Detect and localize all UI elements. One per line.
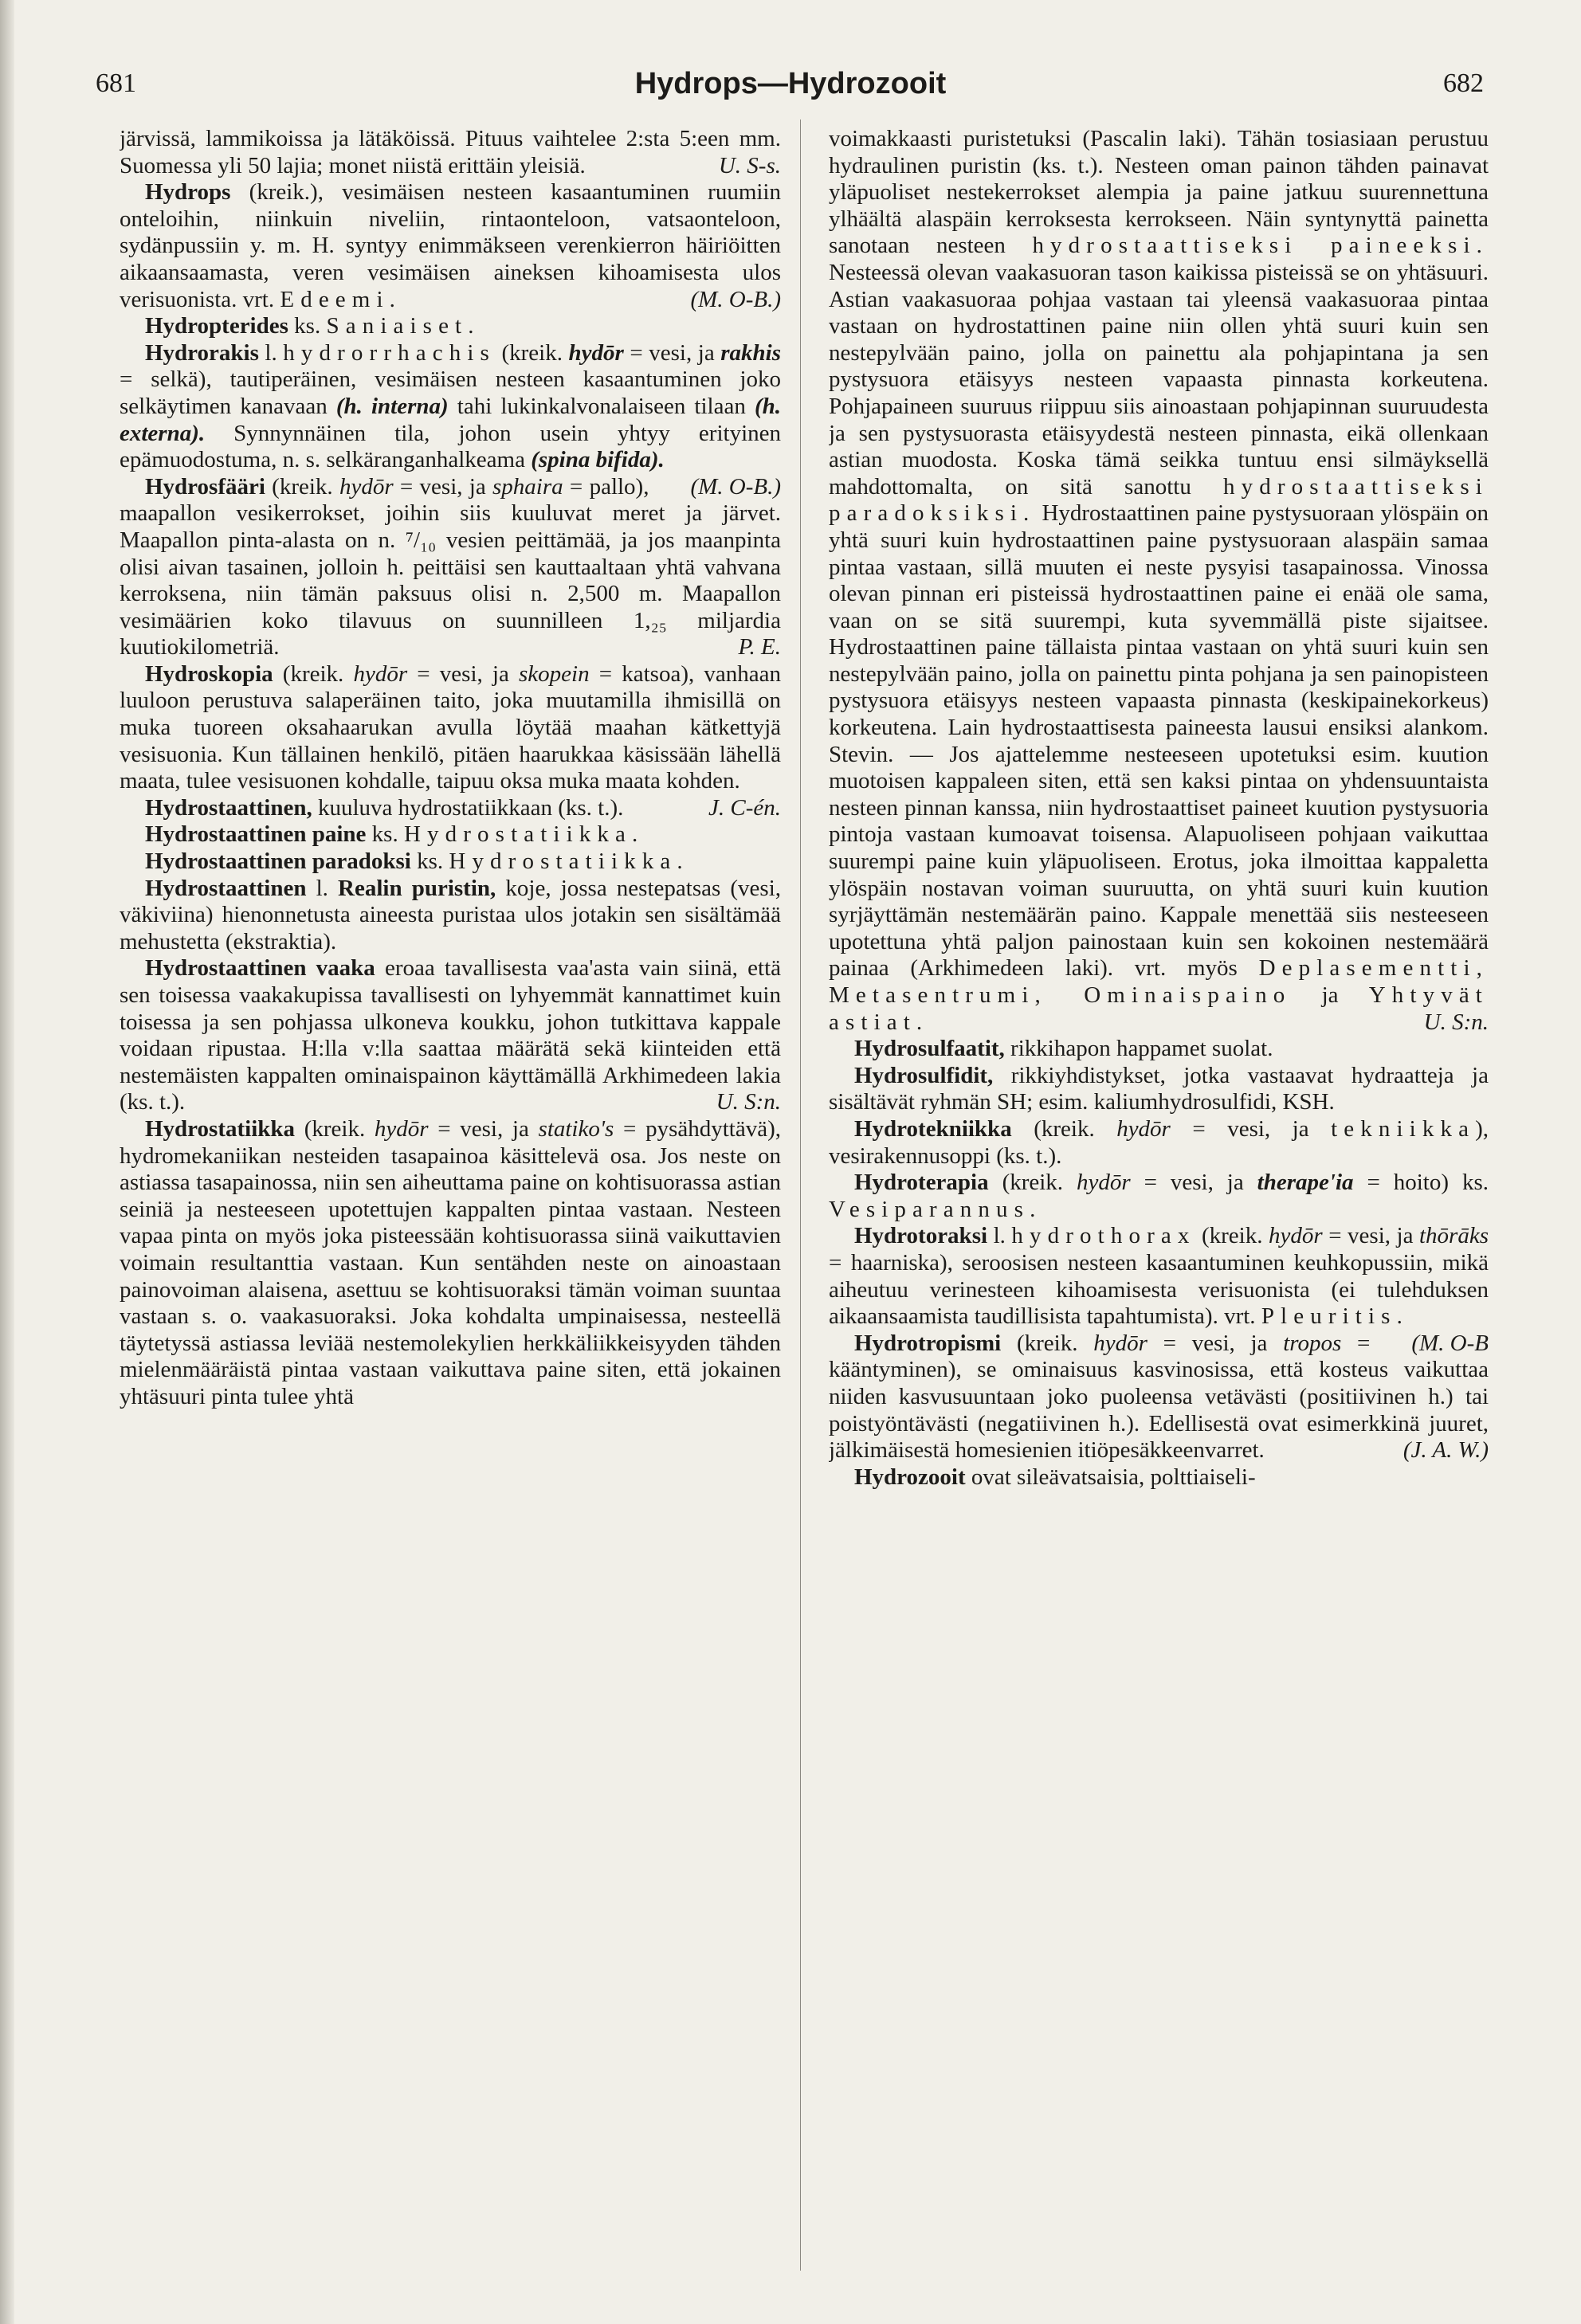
entry-hydrosulfaatit: Hydrosulfaatit, rikkihapon happamet suolat. xyxy=(854,1036,1273,1062)
headword: Hydrostatiikka xyxy=(145,1115,296,1142)
left-column xyxy=(120,126,781,2277)
cross-reference: Saniaiset. xyxy=(326,313,481,339)
running-title: Hydrops—Hydrozooit xyxy=(634,67,947,100)
author-signature: (M. O-B xyxy=(1411,1330,1489,1356)
entry-hydrorakis: Hydrorakis l. hydrorrhachis (kreik. hydōr = vesi, ja rakhis = selkä), tautiperäinen, vesimäisen nesteen kasaantuminen joko selkäytimen kanavaan (h. interna) tahi lukinkalvonalaiseen tilaan (h. externa). Synnynnäinen tila, johon usein yhtyy erityinen epämuodostuma, n. s. selkäranganhalkeama (spina bifida). (M. O-B.) xyxy=(120,339,781,500)
headword: Hydroterapia xyxy=(854,1170,989,1196)
entry-hydroterapia: Hydroterapia (kreik. hydōr = vesi, ja therape'ia = hoito) ks. Vesiparannus. xyxy=(829,1170,1489,1222)
entry-hydrosfaari: Hydrosfääri (kreik. hydōr = vesi, ja sphaira = pallo), maapallon vesikerrokset, joihin siis kuuluvat meret ja järvet. Maapallon pinta-alasta on n. ⁷/₁₀ vesien peittämää, ja jos maanpinta olisi aivan tasainen, jolloin h. peittäisi sen kauttaaltaan yhtä vahvana kerroksena, niin tämän paksuus olisi n. 2,500 m. Maapallon vesimäärien koko tilavuus on suunnilleen 1,₂₅ miljardia kuutiokilometriä. P. E. xyxy=(120,473,781,660)
entry-hydrostaattinen: Hydrostaattinen, kuuluva hydrostatiikkaan (ks. t.). xyxy=(145,794,624,821)
author-signature: U. S:n. xyxy=(1423,1009,1489,1035)
headword: Hydrotoraksi xyxy=(854,1223,988,1249)
author-signature: U. S:n. xyxy=(716,1089,781,1115)
entry-hydrostaattinen-paine: Hydrostaattinen paine ks. Hydrostatiikka. xyxy=(145,821,645,848)
entry-hydrozooit: Hydrozooit ovat sileävatsaisia, polttiaiseli- xyxy=(854,1464,1256,1490)
page-number-left: 681 xyxy=(96,69,136,98)
entry-hydroskopia: Hydroskopia (kreik. hydōr = vesi, ja skopein = katsoa), vanhaan luuloon perustuva salaperäinen taito, joka muutamilla ihmisillä on muka tuoreen oksahaarukan avulla löytää maahan kätkettyjä vesisuonia. Kun tällainen henkilö, pitäen haarukkaa käsissään lähellä maata, tulee vesisuonen kohdalle, taipuu oksa muka maata kohden. J. C-én. xyxy=(120,660,781,821)
entry-hydrostatiikka: Hydrostatiikka (kreik. hydōr = vesi, ja statiko's = pysähdyttävä), hydromekaniikan nesteiden tasapainoa käsittelevä osa. Jos neste on astiassa tasapainossa, niin sen aiheuttama paine on kohtisuorassa astian seiniä ja nesteeseen upotettujen kappalten pintaa vastaan. Nesteen vapaa pinta on myös joka pisteessään kohtisuorassa siinä vaikuttavien voimain resultanttia vastaan. Kun sentähden neste on ainoastaan painovoiman alaisena, asettuu se kohtisuoraksi tämän voiman suuntaa vastaan s. o. vaakasuoraksi. Joka kohdalta umpinaisessa, nesteellä täytetyssä astiassa leviää nestemolekylien herkkäliikkeisyyden tähden mielenmääräistä pintaa vastaan vaikuttava paine siten, että jokainen yhtäsuuri pinta tulee yhtä xyxy=(120,1115,781,1409)
headword: Hydroskopia xyxy=(145,660,273,687)
cross-reference: Hydrostatiikka. xyxy=(449,848,689,875)
author-signature: (M. O-B.) xyxy=(690,473,781,500)
entry-hydrosulfidit: Hydrosulfidit, rikkiyhdistykset, jotka vastaavat hydraatteja ja sisältävät ryhmän SH; esim. kaliumhydrosulfidi, KSH. xyxy=(829,1062,1489,1115)
author-signature: (M. O-B.) xyxy=(690,286,781,312)
entry-hydrostatiikka-continued: voimakkaasti puristetuksi (Pascalin laki). Tähän tosiasiaan perustuu hydraulinen puristin (ks. t.). Nesteen oman painon tähden painavat yläpuoliset nestekerrokset alempia ja paine jatkuu suurennettuna ylhäältä alaspäin kerroksesta kerrokseen. Näin syntynyttä painetta sanotaan nesteen hydrostaattiseksi paineeksi. Nesteessä olevan vaakasuoran tason kaikissa pisteissä se on yhtäsuuri. Astian vaakasuoraa pohjaa vastaan tai yleensä vaakasuoraa pintaa vastaan on hydrostattinen paine niin ollen yhtä suuri kuin sen nestepylvään paino, jolla on painettu ala pohjapintana ja sen pystysuora etäisyys nesteen vapaasta pinnasta korkeutena. Pohjapaineen suuruus riippuu siis ainoastaan pohjapinnan suuruudesta ja sen pystysuorasta etäisyydestä nesteen pinnasta, eikä ollenkaan astian muodosta. Koska tämä seikka tuntuu ensi silmäyksellä mahdottomalta, on sitä sanottu hydrostaattiseksi paradoksiksi. Hydrostaattinen paine pystysuoraan ylöspäin on yhtä suuri kuin hydrostaattinen paine pystysuoraan alaspäin samaa pintaa vastaan, sillä muuten ei neste pysyisi tasapainossa. Vinossa olevan pinnan eri pisteissä hydrostaattinen paine ei enää ole sama, vaan on se sitä suurempi, kuta syvemmällä piste sijaitsee. Hydrostaattinen paine tällaista pintaa vastaan on yhtä suuri kuin sen nestepylvään paino, jolla on painettu pinta pohjana ja sen painopisteen pystysuora etäisyys nesteen vapaasta pinnasta (keskipainekorkeus) korkeutena. Lain hydrostaattisesta paineesta lausui ensiksi alankom. Stevin. — Jos ajattelemme nesteeseen upotetuksi esim. kuution muotoisen kappaleen siten, että sen kaksi pintaa on yhdensuuntaista nesteen pinnan kanssa, niin hydrostaattiset paineet kuution pystysuoria pintoja vastaan kumoavat toisensa. Alapuoliseen pohjaan vaikuttaa suurempi paine kuin yläpuoliseen. Erotus, joka ilmoittaa kappaletta ylöspäin nostavan voiman suuruutta, on yhtä suuri kuin kuution syrjäyttämän nestemäärän paino. Kappale menettää siis nesteeseen upotettuna yhtä paljon painostaan kuin sen kokoinen nestemäärä painaa (Arkhimedeen laki). vrt. myös Deplasementti, Metasentrumi, Ominaispaino ja Yhtyvät astiat. U. S:n. xyxy=(829,126,1489,1035)
column-divider xyxy=(800,120,801,2271)
entry-hydrotropismi: Hydrotropismi (kreik. hydōr = vesi, ja tropos = kääntyminen), se ominaisuus kasvinosissa, että kosteus vaikuttaa niiden kasvusuuntaan joko puoleensa vetävästi (positiivinen h.) tai poistyöntävästi (negatiivinen h.). Edellisestä ovat esimerkkinä juuret, jälkimäisestä homesienien itiöpesäkkeenvarret. (J. A. W.) xyxy=(829,1330,1489,1464)
headword: Hydrotekniikka xyxy=(854,1115,1012,1142)
headword: Hydrosfääri xyxy=(145,473,265,500)
headword: Hydrostaattinen xyxy=(145,875,307,901)
headword: Hydrosulfidit, xyxy=(854,1062,994,1088)
right-column xyxy=(829,126,1489,2277)
author-signature: P. E. xyxy=(738,634,781,660)
cross-reference: Vesiparannus. xyxy=(829,1196,1042,1222)
headword: Hydrostaattinen vaaka xyxy=(145,955,375,982)
entry-continuation: järvissä, lammikoissa ja lätäköissä. Pituus vaihtelee 2:sta 5:een mm. Suomessa yli 50 lajia; monet niistä erittäin yleisiä. U. S-s. xyxy=(120,126,781,178)
entry-hydropterides: Hydropterides ks. Saniaiset. xyxy=(145,313,481,339)
entry-hydrostaattinen-vaaka: Hydrostaattinen vaaka eroaa tavallisesta vaa'asta vain siinä, että sen toisessa vaakakupissa tavallisesti on lyhyemmät kannattimet kuin toisessa ja sen pohjassa ulkoneva koukku, johon tutkittava kappale voidaan ripustaa. H:lla v:lla saattaa määrätä sekä kiinteiden että nestemäisten kappalten ominaispainon käyttämällä Arkhimedeen lakia (ks. t.). U. S:n. xyxy=(120,955,781,1115)
headword: Hydrops xyxy=(145,179,231,206)
entry-hydrotoraksi: Hydrotoraksi l. hydrothorax (kreik. hydōr = vesi, ja thōrāks = haarniska), seroosisen nesteen kasaantuminen keuhkopussiin, mikä aiheutuu verinesteen kihoamisesta verisuonista (ei tulehduksen aikaansaamista taudillisista tapahtumista). vrt. Pleuritis. (M. O-B xyxy=(829,1223,1489,1356)
headword: Hydrostaattinen paradoksi xyxy=(145,848,411,875)
entry-hydrotekniikka: Hydrotekniikka (kreik. hydōr = vesi, ja tekniikka), vesirakennusoppi (ks. t.). xyxy=(829,1115,1489,1169)
entry-hydrostaattinen-puristin: Hydrostaattinen l. Realin puristin, koje, jossa nestepatsas (vesi, väkiviina) hienonnetusta aineesta puristaa ulos jotakin sen sisältämää mehustetta (ekstraktia). xyxy=(120,875,781,954)
headword: Hydrorakis xyxy=(145,339,259,366)
author-signature: U. S-s. xyxy=(718,152,781,178)
headword: Hydrotropismi xyxy=(854,1330,1002,1356)
entry-hydrostaattinen-paradoksi: Hydrostaattinen paradoksi ks. Hydrostatiikka. xyxy=(145,848,689,875)
headword: Hydrostaattinen paine xyxy=(145,821,367,848)
cross-reference: Hydrostatiikka. xyxy=(403,821,645,848)
author-signature: J. C-én. xyxy=(708,794,781,821)
headword: Hydrosulfaatit, xyxy=(854,1036,1005,1062)
headword: Hydrozooit xyxy=(854,1464,966,1490)
headword: Hydropterides xyxy=(145,313,288,339)
page-number-right: 682 xyxy=(1443,69,1484,98)
author-signature: (J. A. W.) xyxy=(1402,1437,1489,1464)
binding-shadow xyxy=(0,0,14,2324)
headword: Hydrostaattinen, xyxy=(145,794,312,821)
page-header xyxy=(0,69,1581,104)
entry-hydrops: Hydrops (kreik.), vesimäisen nesteen kasaantuminen ruumiin onteloihin, niinkuin niveliin, rintaonteloon, vatsaonteloon, sydänpussiin y. m. H. syntyy enimmäkseen verenkierron häiriöitten aikaansaamasta, veren vesimäisen aineksen kihoamisesta ulos verisuonista. vrt. Edeemi. (M. O-B.) xyxy=(120,179,781,312)
